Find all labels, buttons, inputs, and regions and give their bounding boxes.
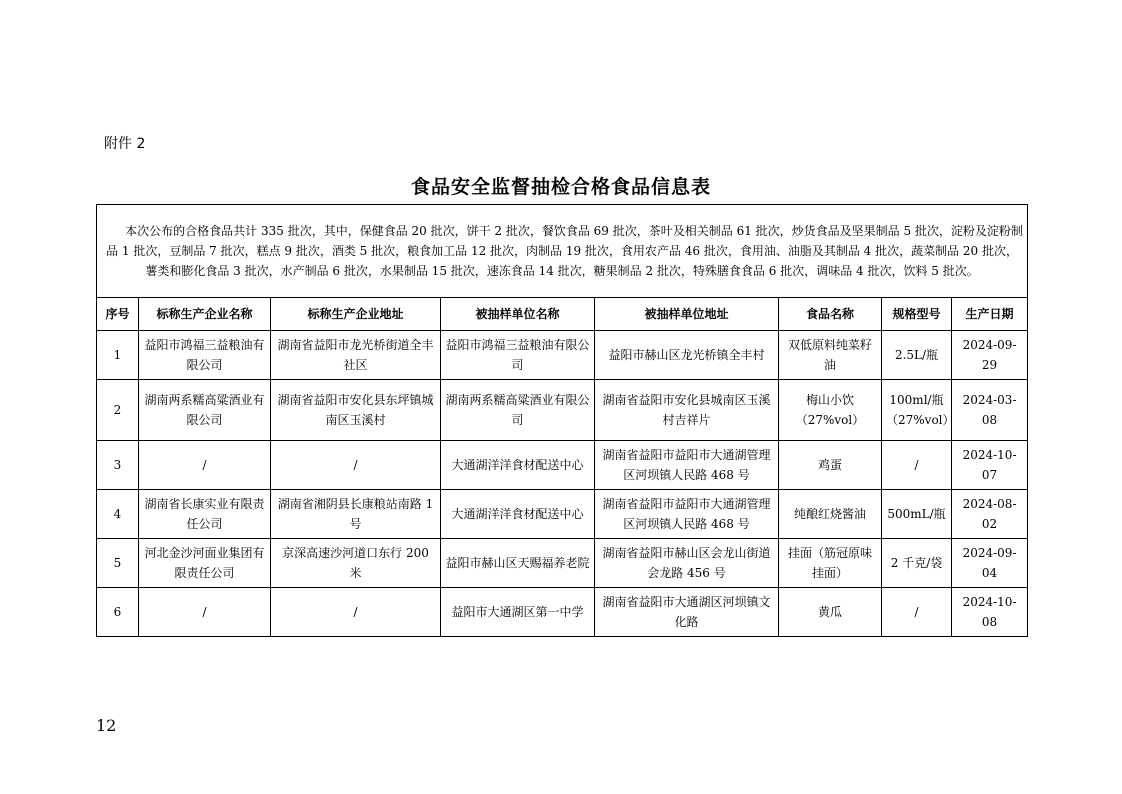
cell-production-date: 2024-10-07: [952, 441, 1028, 490]
column-header: 食品名称: [779, 298, 882, 331]
cell-production-date: 2024-10-08: [952, 588, 1028, 637]
summary-row: [97, 205, 1028, 298]
cell-index: 5: [97, 539, 139, 588]
cell-sampled-address: 益阳市赫山区龙光桥镇全丰村: [595, 331, 779, 380]
header-row: [97, 298, 1028, 331]
cell-producer-name: 河北金沙河面业集团有限责任公司: [139, 539, 271, 588]
cell-sampled-address: 湖南省益阳市大通湖区河坝镇文化路: [595, 588, 779, 637]
cell-sampled-address: 湖南省益阳市赫山区会龙山街道会龙路 456 号: [595, 539, 779, 588]
cell-producer-name: 湖南省长康实业有限责任公司: [139, 490, 271, 539]
cell-food-name: 挂面（筋冠原味挂面）: [779, 539, 882, 588]
cell-food-name: 双低原料纯菜籽油: [779, 331, 882, 380]
cell-index: 1: [97, 331, 139, 380]
cell-producer-address: /: [271, 588, 441, 637]
cell-production-date: 2024-03-08: [952, 380, 1028, 441]
table-row: [97, 441, 1028, 490]
cell-sampled-unit: 大通湖洋洋食材配送中心: [441, 441, 595, 490]
column-header: 标称生产企业名称: [139, 298, 271, 331]
page-title: 食品安全监督抽检合格食品信息表: [410, 176, 711, 198]
cell-production-date: 2024-08-02: [952, 490, 1028, 539]
cell-spec: /: [882, 588, 952, 637]
column-header: 生产日期: [952, 298, 1028, 331]
cell-producer-address: 京深高速沙河道口东行 200 米: [271, 539, 441, 588]
cell-sampled-unit: 湖南两系糯高粱酒业有限公司: [441, 380, 595, 441]
cell-food-name: 纯酿红烧酱油: [779, 490, 882, 539]
cell-index: 2: [97, 380, 139, 441]
summary-text: 本次公布的合格食品共计 335 批次，其中，保健食品 20 批次，饼干 2 批次，餐饮食品 69 批次，茶叶及相关制品 61 批次，炒货食品及坚果制品 5 批次，淀粉及淀粉制品 1 批次，豆制品 7 批次，糕点 9 批次，酒类 5 批次，粮食加工品 12 批次，肉制品 19 批次，食用农产品 46 批次，食用油、油脂及其制品 4 批次，蔬菜制品 20 批次，薯类和膨化食品 3 批次，水产制品 6 批次，水果制品 15 批次，速冻食品 14 批次，糖果制品 2 批次，特殊膳食食品 6 批次，调味品 4 批次，饮料 5 批次。: [97, 205, 1028, 298]
table-row: [97, 380, 1028, 441]
column-header: 标称生产企业地址: [271, 298, 441, 331]
attachment-label: 附件 2: [104, 136, 146, 152]
table-row: [97, 490, 1028, 539]
cell-spec: 100ml/瓶（27%vol）: [882, 380, 952, 441]
cell-producer-name: /: [139, 588, 271, 637]
cell-sampled-unit: 益阳市鸿福三益粮油有限公司: [441, 331, 595, 380]
cell-index: 3: [97, 441, 139, 490]
cell-spec: /: [882, 441, 952, 490]
cell-producer-address: 湖南省益阳市龙光桥街道全丰社区: [271, 331, 441, 380]
cell-sampled-unit: 益阳市大通湖区第一中学: [441, 588, 595, 637]
cell-producer-address: /: [271, 441, 441, 490]
column-header: 序号: [97, 298, 139, 331]
table-row: [97, 331, 1028, 380]
table-row: [97, 539, 1028, 588]
cell-producer-address: 湖南省益阳市安化县东坪镇城南区玉溪村: [271, 380, 441, 441]
cell-producer-name: 益阳市鸿福三益粮油有限公司: [139, 331, 271, 380]
cell-sampled-address: 湖南省益阳市益阳市大通湖管理区河坝镇人民路 468 号: [595, 441, 779, 490]
cell-producer-name: /: [139, 441, 271, 490]
cell-spec: 500mL/瓶: [882, 490, 952, 539]
column-header: 规格型号: [882, 298, 952, 331]
page-number: 12: [96, 716, 117, 735]
cell-spec: 2.5L/瓶: [882, 331, 952, 380]
cell-food-name: 黄瓜: [779, 588, 882, 637]
cell-sampled-address: 湖南省益阳市安化县城南区玉溪村吉祥片: [595, 380, 779, 441]
cell-sampled-address: 湖南省益阳市益阳市大通湖管理区河坝镇人民路 468 号: [595, 490, 779, 539]
cell-sampled-unit: 大通湖洋洋食材配送中心: [441, 490, 595, 539]
cell-sampled-unit: 益阳市赫山区天赐福养老院: [441, 539, 595, 588]
food-info-table: [96, 204, 1028, 637]
table-row: [97, 588, 1028, 637]
column-header: 被抽样单位地址: [595, 298, 779, 331]
cell-spec: 2 千克/袋: [882, 539, 952, 588]
cell-food-name: 鸡蛋: [779, 441, 882, 490]
cell-production-date: 2024-09-04: [952, 539, 1028, 588]
cell-production-date: 2024-09-29: [952, 331, 1028, 380]
cell-index: 6: [97, 588, 139, 637]
cell-index: 4: [97, 490, 139, 539]
cell-food-name: 梅山小饮（27%vol）: [779, 380, 882, 441]
cell-producer-address: 湖南省湘阴县长康粮站南路 1 号: [271, 490, 441, 539]
cell-producer-name: 湖南两系糯高粱酒业有限公司: [139, 380, 271, 441]
column-header: 被抽样单位名称: [441, 298, 595, 331]
